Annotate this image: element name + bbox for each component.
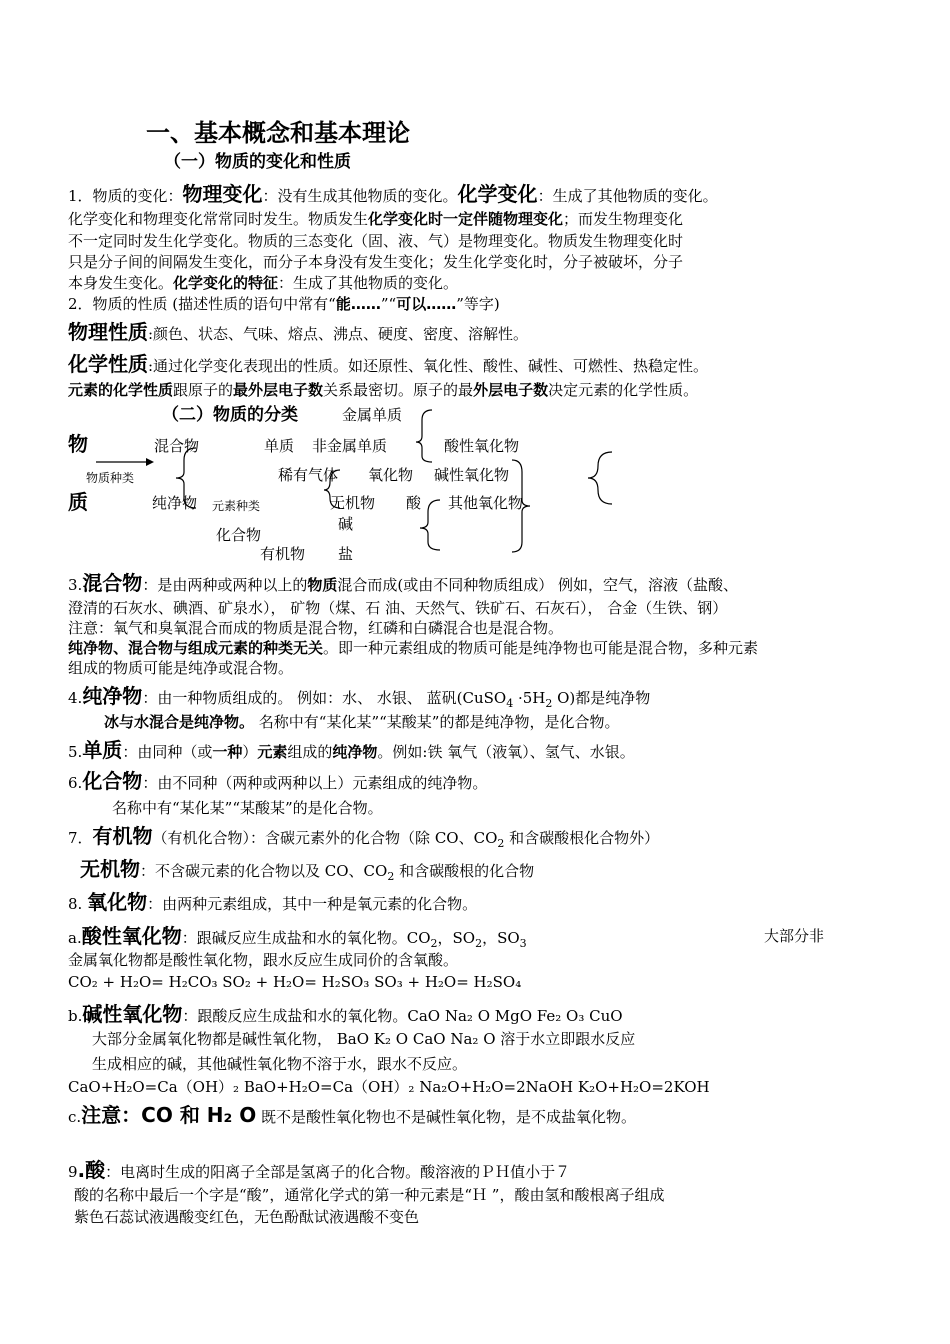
text: ）: [242, 743, 258, 761]
para-1-line-4: 只是分子间的间隔发生变化，而分子本身没有发生变化；发生化学变化时，分子被破坏，分子: [68, 253, 684, 271]
brace-kind: [176, 448, 196, 508]
para-7-line-1: [68, 824, 659, 856]
emphasis: 冰与水混合是纯净物。: [104, 713, 255, 731]
diagram-label-wu: 物: [68, 432, 88, 456]
text: ，SO: [482, 929, 520, 947]
emphasis: 化学变化的特征: [173, 274, 279, 292]
text: ，SO: [437, 929, 476, 947]
equation-basic-oxide: CaO+H₂O=Ca（OH）₂ BaO+H₂O=Ca（OH）₂ Na₂O+H₂O=2NaOH K₂O+H₂O=2KOH: [68, 1078, 710, 1096]
diagram-organic: 有机物: [260, 545, 306, 563]
item-letter: c.: [68, 1108, 82, 1126]
text: ：由一种物质组成的。 例如：水、 水银、 蓝矾(CuSO: [142, 689, 507, 707]
diagram-braces: [0, 0, 950, 600]
para-8a-note: 大部分非: [764, 927, 825, 945]
definition: :通过化学变化表现出的性质。如还原性、氧化性、酸性、碱性、可燃性、热稳定性。: [148, 357, 709, 375]
para-9-line-2: 酸的名称中最后一个字是“酸”，通常化学式的第一种元素是“Ｈ ”，酸由氢和酸根离子组成: [74, 1186, 665, 1204]
para-8b-line-1: [68, 1002, 623, 1028]
text: 既不是酸性氧化物也不是碱性氧化物，是不成盐氧化物。: [256, 1108, 637, 1126]
term-oxide: 氧化物: [87, 890, 148, 914]
text: O)都是纯净物: [552, 689, 651, 707]
diagram-other-oxide: 其他氧化物: [448, 494, 524, 512]
arrow-head: [146, 458, 154, 466]
para-3-line-3: 注意：氧气和臭氧混合而成的物质是混合物，红磷和白磷混合也是混合物。: [68, 619, 564, 637]
section-heading-1: （一）物质的变化和性质: [164, 152, 351, 172]
diagram-acid-oxide: 酸性氧化物: [444, 437, 520, 455]
diagram-oxide: 氧化物: [368, 466, 414, 484]
term-physical-property: 物理性质: [68, 320, 148, 344]
subscript: 4: [506, 697, 514, 710]
text: ”“: [380, 295, 397, 313]
text: ：是由两种或两种以上的: [142, 576, 308, 594]
diagram-label-zhi: 质: [68, 490, 88, 514]
term-basic-oxide: 碱性氧化物: [82, 1002, 183, 1026]
diagram-base-oxide: 碱性氧化物: [434, 466, 510, 484]
diagram-kind: 物质种类: [86, 471, 135, 485]
term-note: 注意：CO 和 H₂ O: [81, 1103, 257, 1127]
item-number: 8.: [68, 895, 88, 913]
subscript: 2: [497, 837, 505, 850]
para-7-line-2: [80, 857, 534, 889]
para-5: [68, 738, 635, 764]
term-physical-change: 物理变化: [182, 182, 263, 206]
text: 关系最密切。原子的最: [323, 381, 474, 399]
para-4-line-2: [104, 712, 619, 732]
diagram-elem-kind: 元素种类: [212, 499, 261, 513]
term-acid: .酸: [77, 1158, 106, 1182]
item-number: 3.: [68, 576, 83, 594]
subscript: 2: [545, 697, 553, 710]
text: ：生成了其他物质的变化。: [278, 274, 459, 292]
para-1-line-3: 不一定同时发生化学变化。物质的三态变化（固、液、气）是物理变化。物质发生物理变化时: [68, 232, 684, 250]
text: 和含碳酸根的化合物: [394, 862, 535, 880]
term-acidic-oxide: 酸性氧化物: [81, 924, 182, 948]
diagram-metal: 金属单质: [342, 406, 403, 424]
item-number: 9: [68, 1163, 78, 1181]
para-3-line-1: [68, 571, 738, 597]
text: （有机化合物）：含碳元素外的化合物（除 CO、CO: [152, 829, 498, 847]
text: ：由不同种（两种或两种以上）元素组成的纯净物。: [142, 774, 488, 792]
emphasis: 元素的化学性质: [68, 381, 174, 399]
brace-right: [588, 452, 612, 504]
text: ：跟酸反应生成盐和水的氧化物。CaO Na₂ O MgO Fe₂ O₃ CuO: [182, 1007, 623, 1025]
item-number: 7．: [68, 829, 93, 847]
term-compound: 化合物: [82, 769, 143, 793]
definition: :颜色、状态、气味、熔点、沸点、硬度、密度、溶解性。: [148, 325, 529, 343]
diagram-noble: 稀有气体: [278, 466, 339, 484]
item-number: 5.: [68, 743, 83, 761]
para-8-line-1: [68, 890, 477, 916]
term-organic: 有机物: [92, 824, 153, 848]
para-8b-line-3: 生成相应的碱，其他碱性氧化物不溶于水，跟水不反应。: [92, 1055, 468, 1073]
item-number: 4.: [68, 689, 83, 707]
subscript: 2: [430, 937, 438, 950]
page-title: 一、基本概念和基本理论: [146, 119, 410, 147]
emphasis: 化学变化时一定伴随物理变化: [368, 210, 564, 228]
para-6-line-2: 名称中有“某化某”“某酸某”的是化合物。: [112, 799, 383, 817]
diagram-inorganic: 无机物: [330, 494, 376, 512]
text: 。即一种元素组成的物质可能是纯净物也可能是混合物，多种元素: [323, 639, 759, 657]
text: 决定元素的化学性质。: [548, 381, 699, 399]
para-3-line-2: 澄清的石灰水、碘酒、矿泉水）， 矿物（煤、石 油、天然气、铁矿石、石灰石）， 合金（生铁、钢）: [68, 599, 728, 617]
definition: ：生成了其他物质的变化。: [537, 187, 718, 205]
definition: ：没有生成其他物质的变化。: [262, 187, 458, 205]
diagram-salt: 盐: [338, 545, 354, 563]
equation-acidic-oxide: CO₂ + H₂O= H₂CO₃ SO₂ + H₂O= H₂SO₃ SO₃ + H₂O= H₂SO₄: [68, 973, 522, 991]
para-8c: [68, 1102, 636, 1130]
emphasis: 外层电子数: [473, 381, 549, 399]
diagram-base: 碱: [338, 515, 354, 533]
text: ：跟碱反应生成盐和水的氧化物。CO: [181, 929, 431, 947]
item-number: 6.: [68, 774, 83, 792]
section-heading-2: （二）物质的分类: [162, 405, 298, 425]
diagram-acid: 酸: [406, 494, 422, 512]
emphasis: 物质: [307, 576, 338, 594]
text: 混合而成(或由不同种物质组成） 例如，空气，溶液（盐酸、: [337, 576, 738, 594]
emphasis: 元素: [257, 743, 288, 761]
item-number: 1．物质的变化：: [68, 187, 183, 205]
text: 化学变化和物理变化常常同时发生。物质发生: [68, 210, 369, 228]
text: ”等字): [456, 295, 500, 313]
emphasis: 一种: [212, 743, 243, 761]
term-pure-substance: 纯净物: [82, 684, 143, 708]
emphasis: 纯净物、混合物与组成元素的种类无关: [68, 639, 324, 657]
diagram-element: 单质: [264, 437, 295, 455]
para-9-line-1: [68, 1158, 570, 1184]
brace-oxide: [512, 460, 530, 552]
emphasis: 纯净物: [332, 743, 378, 761]
text: ：不含碳元素的化合物以及 CO、CO: [140, 862, 388, 880]
text: 。例如:铁 氧气（液氧）、氢气、水银。: [377, 743, 635, 761]
item-letter: a.: [68, 929, 82, 947]
text: 名称中有“某化某”“某酸某”的都是纯净物，是化合物。: [254, 713, 620, 731]
text: 跟原子的: [173, 381, 234, 399]
brace-compound: [324, 470, 340, 508]
brace-element: [416, 410, 432, 462]
subscript: 2: [387, 870, 395, 883]
diagram-mixture: 混合物: [154, 437, 200, 455]
emphasis: 可以……: [396, 295, 457, 313]
diagram-pure: 纯净物: [152, 494, 198, 512]
emphasis: 能……: [335, 295, 381, 313]
term-element: 单质: [82, 738, 123, 762]
para-3-line-5: 组成的物质可能是纯净或混合物。: [68, 659, 294, 677]
text: 组成的: [287, 743, 333, 761]
para-6-line-1: [68, 769, 487, 795]
brace-inorganic: [420, 500, 440, 550]
item-letter: b.: [68, 1007, 83, 1025]
term-chemical-property: 化学性质: [68, 352, 148, 376]
term-mixture: 混合物: [82, 571, 143, 595]
para-3-line-4: [68, 638, 758, 658]
text: 本身发生变化。: [68, 274, 174, 292]
subscript: 3: [519, 937, 527, 950]
text: ·5H: [513, 689, 546, 707]
text: ：电离时生成的阳离子全部是氢离子的化合物。酸溶液的ＰＨ值小于７: [105, 1163, 571, 1181]
para-8b-line-2: 大部分金属氧化物都是碱性氧化物， BaO K₂ O CaO Na₂ O 溶于水立即跟水反应: [92, 1030, 636, 1048]
term-inorganic: 无机物: [80, 857, 140, 881]
text: 2．物质的性质 (描述性质的语句中常有“: [68, 295, 336, 313]
para-9-line-3: 紫色石蕊试液遇酸变红色，无色酚酞试液遇酸不变色: [74, 1208, 420, 1226]
term-chemical-change: 化学变化: [457, 182, 538, 206]
text: ；而发生物理变化: [563, 210, 684, 228]
text: 和含碳酸根化合物外）: [504, 829, 660, 847]
para-8a-line-2: 金属氧化物都是酸性氧化物，跟水反应生成同价的含氧酸。: [68, 951, 459, 969]
diagram-compound: 化合物: [216, 526, 262, 544]
text: ：由同种（或: [122, 743, 213, 761]
text: ：由两种元素组成，其中一种是氧元素的化合物。: [147, 895, 478, 913]
emphasis: 最外层电子数: [233, 381, 324, 399]
diagram-nonmetal: 非金属单质: [312, 437, 388, 455]
subscript: 2: [475, 937, 483, 950]
